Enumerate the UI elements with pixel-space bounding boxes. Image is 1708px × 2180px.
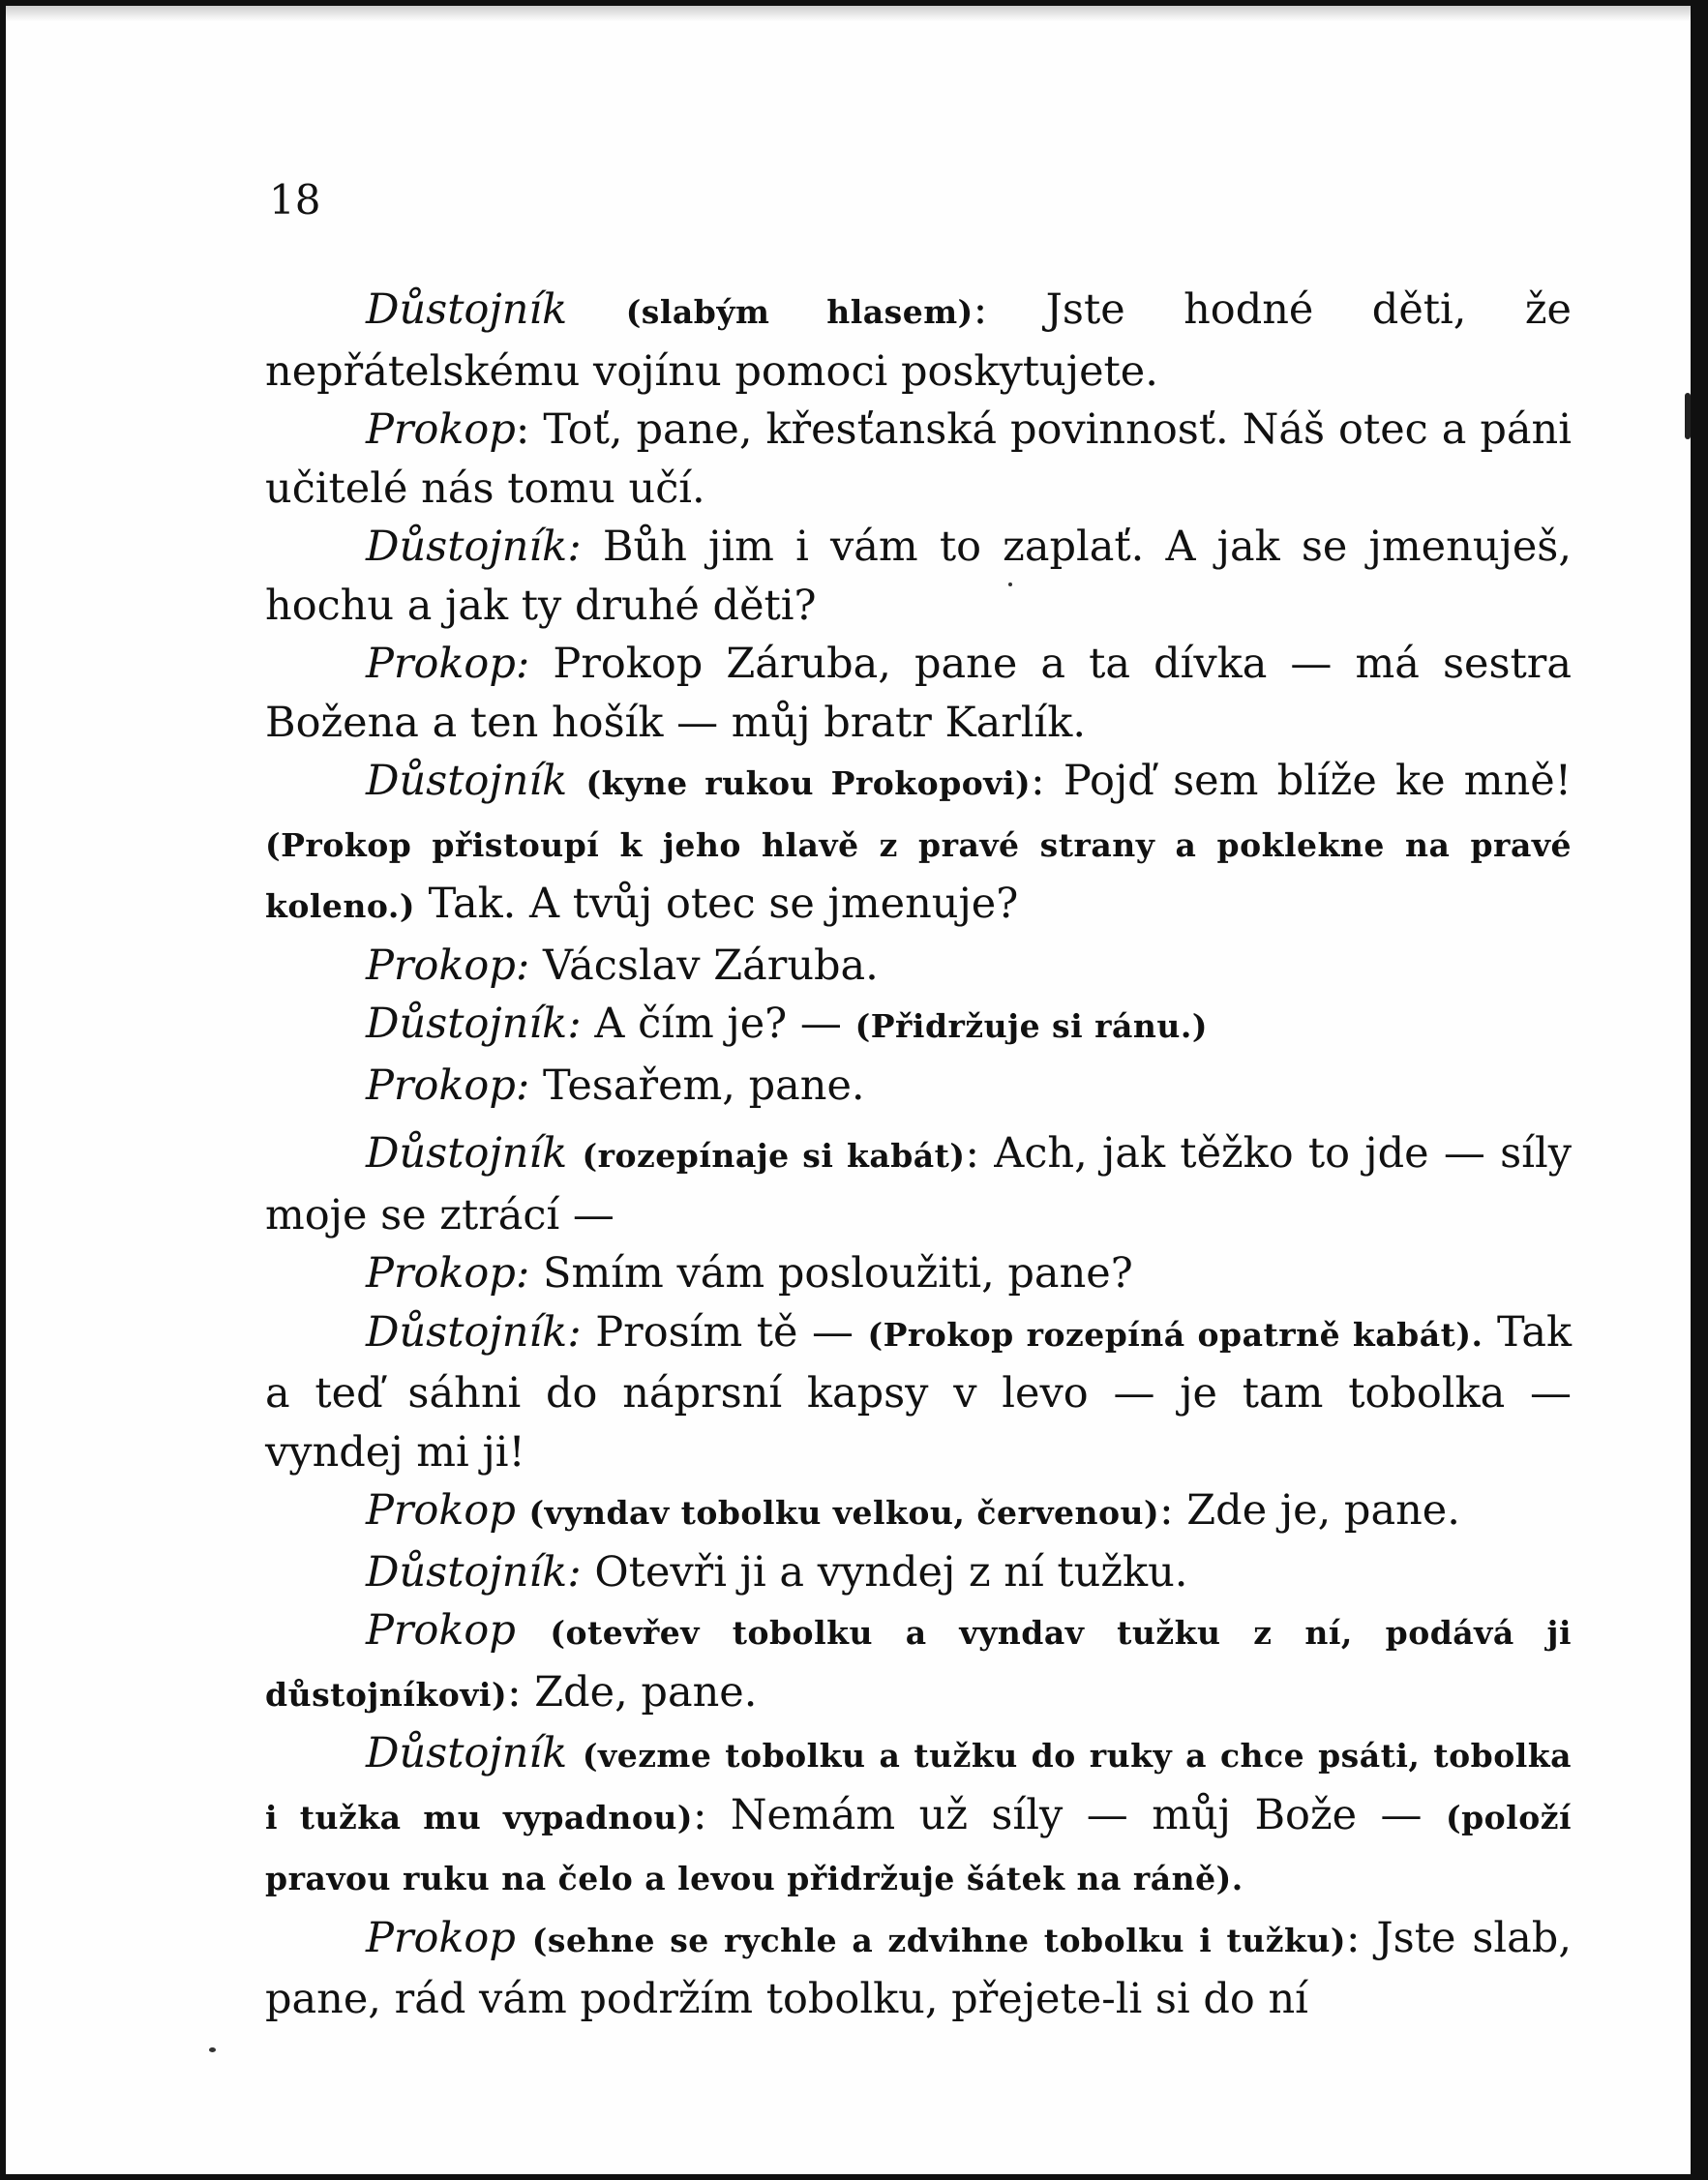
stage-direction: (položí pravou ruku na čelo a levou přidržuje šátek na ráně). xyxy=(265,1798,1572,1897)
speech-text: Prosím tě — xyxy=(595,1307,854,1357)
stage-direction: (Přidržuje si ránu.) xyxy=(854,1007,1209,1045)
dialogue-paragraph xyxy=(265,752,1572,937)
speaker-name: Důstojník: xyxy=(366,1547,582,1597)
dialogue-paragraph xyxy=(265,1724,1572,1909)
speech-text: A čím je? — xyxy=(594,1000,842,1048)
stage-direction: (rozepínaje si kabát) xyxy=(582,1137,966,1175)
speaker-name: Důstojník: xyxy=(366,523,582,571)
dialogue-paragraph xyxy=(265,1601,1572,1724)
speech-text: Tak. A tvůj otec se jmenuje? xyxy=(428,880,1019,928)
dialogue-paragraph xyxy=(265,937,1572,996)
speech-text: : Jste hodné děti, že nepřátelskému vojínu pomoci poskytujete. xyxy=(265,285,1572,396)
speech-text: : Nemám už síly — můj Bože — xyxy=(692,1790,1423,1839)
speech-text: Tesařem, pane. xyxy=(543,1060,865,1110)
speaker-name: Prokop xyxy=(366,1913,516,1962)
stage-direction: (sehne se rychle a zdvihne tobolku i tužku) xyxy=(531,1921,1346,1959)
page-number: 18 xyxy=(269,176,321,224)
dialogue-paragraph xyxy=(265,1057,1572,1116)
speaker-name: Prokop: xyxy=(366,1249,530,1298)
speaker-name: Prokop: xyxy=(366,640,530,688)
speech-text: Vácslav Záruba. xyxy=(543,941,879,990)
speech-text: : Jste slab, pane, rád vám podržím tobolku, přejete-li si do ní xyxy=(265,1913,1572,2023)
speech-text: Tak a teď sáhni do náprsní kapsy v levo — je tam tobolka — vyndej mi ji! xyxy=(265,1307,1573,1477)
speaker-name: Prokop xyxy=(366,1606,516,1655)
dialogue-paragraph xyxy=(265,1124,1572,1244)
stage-direction: (vezme tobolku a tužku do ruky a chce psáti, tobolka i tužka mu vypadnou) xyxy=(265,1737,1572,1837)
speech-text: Prokop Záruba, pane a ta dívka — má sestra Božena a ten hošík — můj bratr Karlík. xyxy=(265,640,1572,747)
speech-text: : Ach, jak těžko to jde — síly moje se ztrácí — xyxy=(265,1129,1572,1239)
speaker-name: Prokop xyxy=(366,405,516,454)
speaker-name: Prokop: xyxy=(366,941,530,990)
binding-mark xyxy=(1685,393,1691,439)
dialogue-paragraph xyxy=(265,1244,1572,1303)
dialogue-paragraph xyxy=(265,1543,1572,1602)
book-page xyxy=(6,6,1691,2174)
speech-text: Otevři ji a vyndej z ní tužku. xyxy=(594,1547,1188,1597)
speech-text: Smím vám posloužiti, pane? xyxy=(543,1249,1133,1298)
dialogue-paragraph xyxy=(265,401,1572,518)
dialogue-text xyxy=(265,281,1572,2029)
speech-text: : Zde je, pane. xyxy=(1159,1486,1460,1535)
speech-text: : Toť, pane, křesťanská povinnosť. Náš otec a páni učitelé nás tomu učí. xyxy=(265,405,1572,513)
speaker-name: Důstojník: xyxy=(366,1000,582,1048)
speaker-name: Prokop: xyxy=(366,1060,530,1110)
stage-direction: (vyndav tobolku velkou, červenou) xyxy=(528,1494,1160,1532)
dialogue-paragraph xyxy=(265,635,1572,752)
speaker-name: Důstojník: xyxy=(366,1307,582,1357)
stage-direction: (otevřev tobolku a vyndav tužku z ní, podává ji důstojníkovi) xyxy=(265,1614,1573,1714)
stage-direction: (kyne rukou Prokopovi) xyxy=(585,764,1032,802)
dialogue-paragraph xyxy=(265,1909,1572,2029)
speaker-name: Prokop xyxy=(366,1486,516,1535)
stage-direction: (slabým hlasem) xyxy=(625,293,974,331)
dialogue-paragraph xyxy=(265,281,1572,401)
dialogue-paragraph xyxy=(265,1481,1572,1543)
dialogue-paragraph xyxy=(265,995,1572,1057)
speech-text: Bůh jim i vám to zaplať. A jak se jmenuješ, hochu a jak ty druhé děti? xyxy=(265,523,1572,630)
page-edge-shadow xyxy=(6,6,1691,21)
print-speck xyxy=(209,2047,216,2052)
speech-text: : Pojď sem blíže ke mně! xyxy=(1031,757,1573,805)
speaker-name: Důstojník xyxy=(366,757,568,805)
speech-text: : Zde, pane. xyxy=(507,1667,758,1717)
stage-direction: (Prokop rozepíná opatrně kabát). xyxy=(867,1315,1483,1354)
stage-direction: (Prokop přistoupí k jeho hlavě z pravé strany a poklekne na pravé koleno.) xyxy=(265,825,1572,925)
speaker-name: Důstojník xyxy=(366,1729,568,1777)
dialogue-paragraph xyxy=(265,518,1572,635)
dialogue-paragraph xyxy=(265,1303,1572,1482)
speaker-name: Důstojník xyxy=(366,1129,568,1178)
speaker-name: Důstojník xyxy=(366,285,568,334)
